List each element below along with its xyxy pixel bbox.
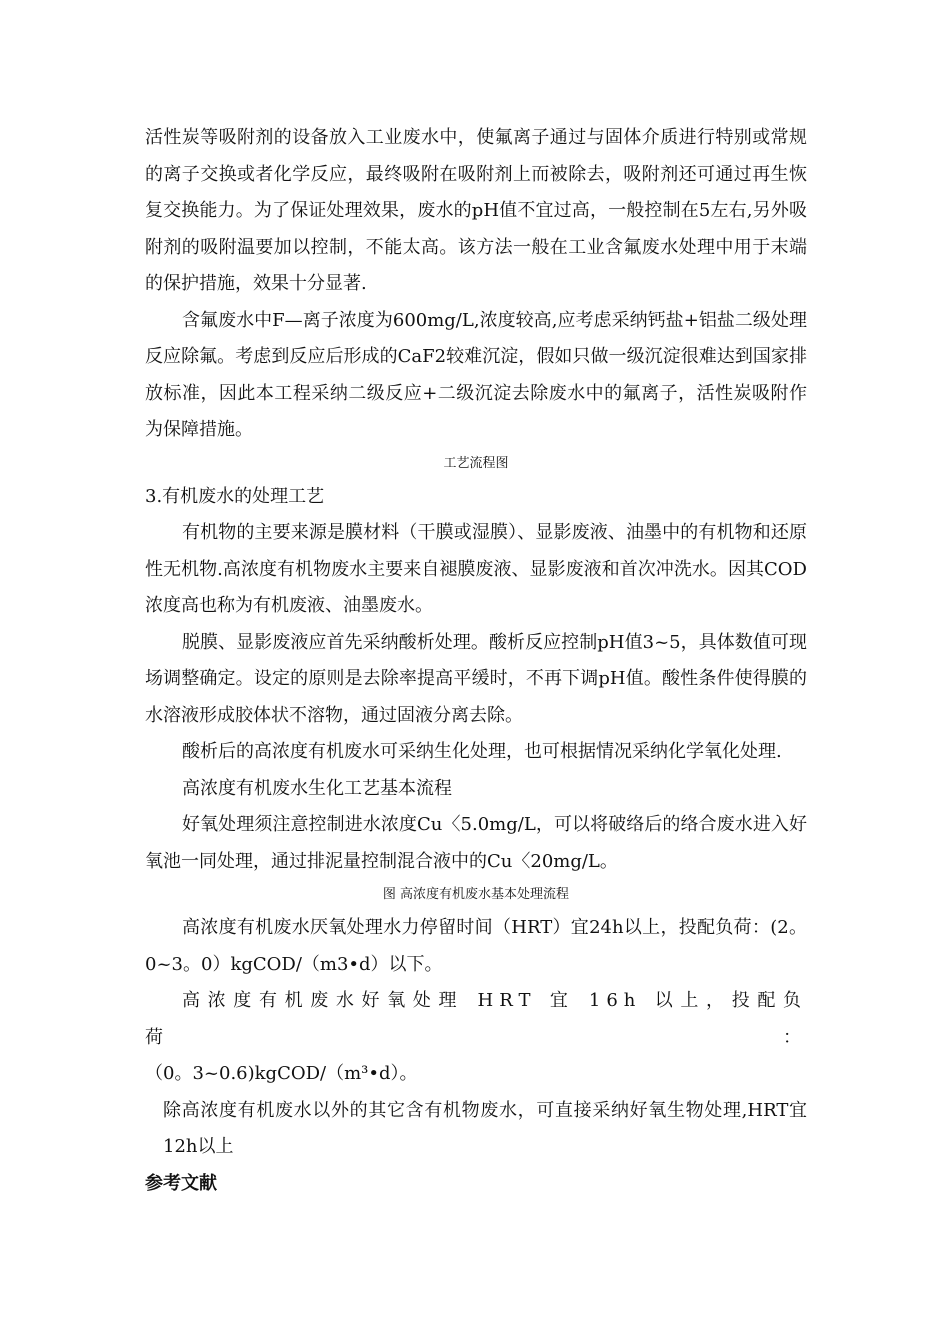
paragraph-aerobic-hrt-line2: （0。3~0.6)kgCOD/（m³•d）。 — [145, 1063, 418, 1084]
document-body — [145, 120, 807, 1202]
paragraph-other-organic: 除高浓度有机废水以外的其它含有机物废水，可直接采纳好氧生物处理,HRT宜12h以上 — [163, 1099, 807, 1157]
paragraph-biochemical-treatment: 酸析后的高浓度有机废水可采纳生化处理，也可根据情况采纳化学氧化处理. — [182, 741, 782, 762]
paragraph-acid-precipitation: 脱膜、显影废液应首先采纳酸析处理。酸析反应控制pH值3~5，具体数值可现场调整确定。设定的原则是去除率提高平缓时，不再下调pH值。酸性条件使得膜的水溶液形成胶体状不溶物，通过固液分离去除。 — [145, 631, 807, 726]
figure-caption-treatment-flow: 图 高浓度有机废水基本处理流程 — [382, 887, 570, 902]
section-heading-organic-wastewater: 3.有机废水的处理工艺 — [145, 485, 325, 507]
paragraph-aerobic-copper: 好氧处理须注意控制进水浓度Cu〈5.0mg/L，可以将破络后的络合废水进入好氧池一同处理，通过排泥量控制混合液中的Cu〈20mg/L。 — [145, 814, 807, 872]
references-heading: 参考文献 — [145, 1172, 217, 1194]
paragraph-organic-sources: 有机物的主要来源是膜材料（干膜或湿膜）、显影废液、油墨中的有机物和还原性无机物.高浓度有机物废水主要来自褪膜废液、显影废液和首次冲洗水。因其COD浓度高也称为有机废液、油墨废水。 — [145, 522, 807, 616]
paragraph-fluoride-treatment: 含氟废水中F—离子浓度为600mg/L,浓度较高,应考虑采纳钙盐+铝盐二级处理反应除氟。考虑到反应后形成的CaF2较难沉淀，假如只做一级沉淀很难达到国家排放标准，因此本工程采纳二级反应+二级沉淀去除废水中的氟离子，活性炭吸附作为保障措施。 — [145, 309, 807, 440]
subheading-biochemical-process: 高浓度有机废水生化工艺基本流程 — [182, 777, 452, 799]
paragraph-anaerobic-hrt: 高浓度有机废水厌氧处理水力停留时间（HRT）宜24h以上，投配负荷：(2。0~3。0）kgCOD/（m3•d）以下。 — [145, 917, 807, 975]
paragraph-aerobic-hrt-line1: 高浓度有机废水好氧处理 HRT 宜 16h 以上，投配负荷： — [145, 990, 807, 1048]
figure-caption-process-flow: 工艺流程图 — [443, 455, 509, 471]
paragraph-adsorption: 活性炭等吸附剂的设备放入工业废水中，使氟离子通过与固体介质进行特别或常规的离子交换或者化学反应，最终吸附在吸附剂上而被除去，吸附剂还可通过再生恢复交换能力。为了保证处理效果，废水的pH值不宜过高，一般控制在5左右,另外吸附剂的吸附温要加以控制，不能太高。该方法一般在工业含氟废水处理中用于末端的保护措施，效果十分显著. — [145, 127, 807, 294]
